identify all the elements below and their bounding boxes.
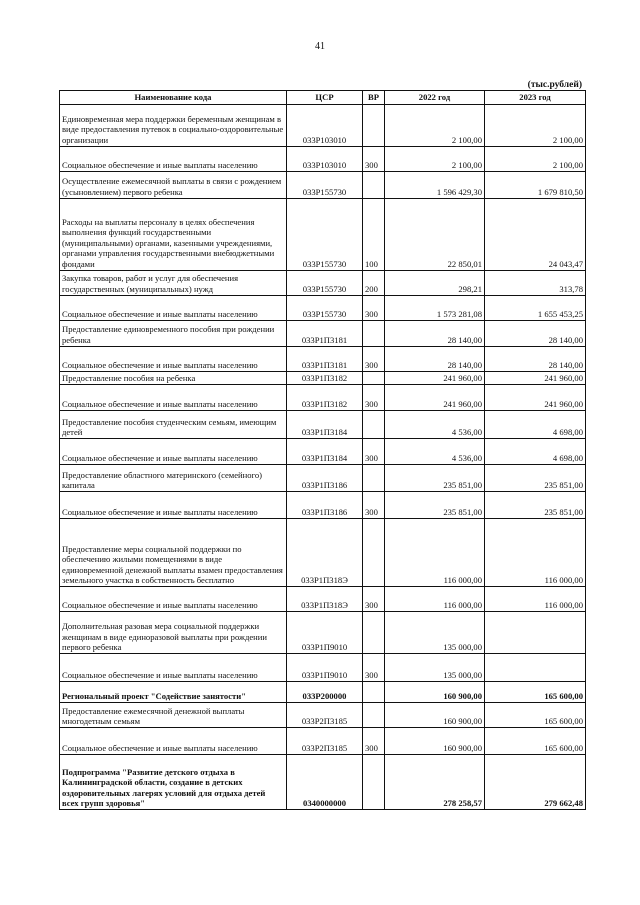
row-2022: 1 596 429,30 — [385, 172, 485, 199]
table-row — [60, 199, 586, 271]
header-vr: ВР — [363, 91, 385, 105]
header-2023: 2023 год — [485, 91, 586, 105]
row-name: Единовременная мера поддержки беременным женщинам в виде предоставления путевок в социально-оздоровительные организации — [60, 105, 287, 147]
row-2023: 241 960,00 — [485, 385, 586, 411]
row-csr: 033Р155730 — [287, 271, 363, 296]
table-row — [60, 755, 586, 810]
row-vr — [363, 612, 385, 654]
row-2023: 24 043,47 — [485, 199, 586, 271]
row-2022: 28 140,00 — [385, 321, 485, 347]
row-2023: 165 600,00 — [485, 728, 586, 755]
row-csr: 033Р1П3184 — [287, 411, 363, 439]
row-name: Предоставление пособия студенческим семьям, имеющим детей — [60, 411, 287, 439]
row-2022: 116 000,00 — [385, 519, 485, 587]
row-csr: 033Р200000 — [287, 682, 363, 703]
header-csr: ЦСР — [287, 91, 363, 105]
row-2023: 165 600,00 — [485, 703, 586, 728]
row-vr — [363, 411, 385, 439]
row-csr: 033Р1П3182 — [287, 372, 363, 385]
row-2022: 4 536,00 — [385, 411, 485, 439]
row-2022: 160 900,00 — [385, 728, 485, 755]
row-2022: 4 536,00 — [385, 439, 485, 465]
table-row — [60, 439, 586, 465]
row-vr: 300 — [363, 439, 385, 465]
row-2023: 235 851,00 — [485, 465, 586, 492]
row-name: Расходы на выплаты персоналу в целях обеспечения выполнения функций государственными (муниципальными) органами, казенными учреждениями, органами управления государственными внебюджетными фондами — [60, 199, 287, 271]
row-name: Социальное обеспечение и иные выплаты населению — [60, 385, 287, 411]
row-2023: 2 100,00 — [485, 147, 586, 172]
row-name: Социальное обеспечение и иные выплаты населению — [60, 439, 287, 465]
row-vr — [363, 172, 385, 199]
row-csr: 033Р2П3185 — [287, 728, 363, 755]
row-csr: 033Р1П3181 — [287, 321, 363, 347]
row-2023 — [485, 612, 586, 654]
row-2022: 160 900,00 — [385, 703, 485, 728]
row-name: Социальное обеспечение и иные выплаты населению — [60, 492, 287, 519]
row-name: Социальное обеспечение и иные выплаты населению — [60, 728, 287, 755]
table-row — [60, 147, 586, 172]
row-2022: 235 851,00 — [385, 492, 485, 519]
row-csr: 033Р1П3186 — [287, 465, 363, 492]
table-row — [60, 296, 586, 321]
table-row — [60, 682, 586, 703]
row-2022: 160 900,00 — [385, 682, 485, 703]
row-name: Дополнительная разовая мера социальной поддержки женщинам в виде единоразовой выплаты при рождении первого ребенка — [60, 612, 287, 654]
row-2023: 4 698,00 — [485, 411, 586, 439]
table-row — [60, 271, 586, 296]
row-2023: 116 000,00 — [485, 587, 586, 612]
row-vr: 300 — [363, 492, 385, 519]
row-2022: 28 140,00 — [385, 347, 485, 372]
row-name: Социальное обеспечение и иные выплаты населению — [60, 347, 287, 372]
table-row — [60, 612, 586, 654]
row-csr: 033Р155730 — [287, 199, 363, 271]
row-vr — [363, 755, 385, 810]
row-vr: 300 — [363, 147, 385, 172]
page-number: 41 — [315, 41, 325, 52]
row-vr — [363, 703, 385, 728]
row-2022: 278 258,57 — [385, 755, 485, 810]
row-2023: 1 655 453,25 — [485, 296, 586, 321]
table-row — [60, 654, 586, 682]
row-csr: 033Р1П318Э — [287, 587, 363, 612]
row-2023: 28 140,00 — [485, 347, 586, 372]
row-vr: 200 — [363, 271, 385, 296]
table-header-row — [60, 91, 586, 105]
row-csr: 033Р2П3185 — [287, 703, 363, 728]
row-2022: 2 100,00 — [385, 147, 485, 172]
row-2023: 279 662,48 — [485, 755, 586, 810]
row-vr: 300 — [363, 385, 385, 411]
row-csr: 0340000000 — [287, 755, 363, 810]
table-row — [60, 728, 586, 755]
row-vr — [363, 372, 385, 385]
row-2022: 22 850,01 — [385, 199, 485, 271]
row-vr: 300 — [363, 296, 385, 321]
row-name: Закупка товаров, работ и услуг для обеспечения государственных (муниципальных) нужд — [60, 271, 287, 296]
row-2022: 298,21 — [385, 271, 485, 296]
row-2023: 165 600,00 — [485, 682, 586, 703]
header-name: Наименование кода — [60, 91, 287, 105]
row-name: Предоставление пособия на ребенка — [60, 372, 287, 385]
row-2022: 116 000,00 — [385, 587, 485, 612]
row-name: Социальное обеспечение и иные выплаты населению — [60, 296, 287, 321]
row-vr — [363, 321, 385, 347]
row-vr: 100 — [363, 199, 385, 271]
row-csr: 033Р155730 — [287, 172, 363, 199]
row-vr — [363, 465, 385, 492]
row-2022: 1 573 281,08 — [385, 296, 485, 321]
table-row — [60, 385, 586, 411]
row-2023: 116 000,00 — [485, 519, 586, 587]
row-name: Предоставление областного материнского (семейного) капитала — [60, 465, 287, 492]
row-csr: 033Р103010 — [287, 105, 363, 147]
units-label: (тыс.рублей) — [527, 80, 582, 90]
row-name: Подпрограмма "Развитие детского отдыха в Калининградской области, создание в детских оздоровительных лагерях условий для отдыха детей всех групп здоровья" — [60, 755, 287, 810]
row-2023: 2 100,00 — [485, 105, 586, 147]
row-name: Региональный проект "Содействие занятости" — [60, 682, 287, 703]
row-2022: 2 100,00 — [385, 105, 485, 147]
table-row — [60, 587, 586, 612]
row-2022: 241 960,00 — [385, 372, 485, 385]
row-name: Осуществление ежемесячной выплаты в связи с рождением (усыновлением) первого ребенка — [60, 172, 287, 199]
table-row — [60, 172, 586, 199]
row-vr — [363, 682, 385, 703]
row-name: Социальное обеспечение и иные выплаты населению — [60, 654, 287, 682]
row-csr: 033Р1П3186 — [287, 492, 363, 519]
table-row — [60, 519, 586, 587]
row-2022: 241 960,00 — [385, 385, 485, 411]
row-2023: 235 851,00 — [485, 492, 586, 519]
row-2023 — [485, 654, 586, 682]
row-2023: 28 140,00 — [485, 321, 586, 347]
row-vr — [363, 519, 385, 587]
row-csr: 033Р1П3184 — [287, 439, 363, 465]
row-name: Социальное обеспечение и иные выплаты населению — [60, 147, 287, 172]
row-vr — [363, 105, 385, 147]
row-2023: 4 698,00 — [485, 439, 586, 465]
row-vr: 300 — [363, 728, 385, 755]
header-2022: 2022 год — [385, 91, 485, 105]
row-csr: 033Р1П3182 — [287, 385, 363, 411]
row-name: Предоставление ежемесячной денежной выплаты многодетным семьям — [60, 703, 287, 728]
row-csr: 033Р155730 — [287, 296, 363, 321]
row-csr: 033Р1П3181 — [287, 347, 363, 372]
row-csr: 033Р1П318Э — [287, 519, 363, 587]
row-vr: 300 — [363, 587, 385, 612]
row-2023: 1 679 810,50 — [485, 172, 586, 199]
row-vr: 300 — [363, 347, 385, 372]
table-row — [60, 347, 586, 372]
row-name: Предоставление единовременного пособия при рождении ребенка — [60, 321, 287, 347]
row-2023: 241 960,00 — [485, 372, 586, 385]
row-name: Социальное обеспечение и иные выплаты населению — [60, 587, 287, 612]
row-2022: 135 000,00 — [385, 612, 485, 654]
row-name: Предоставление меры социальной поддержки по обеспечению жилыми помещениями в виде единовременной денежной выплаты взамен предоставления земельного участка в собственность бесплатно — [60, 519, 287, 587]
table-row — [60, 703, 586, 728]
row-2022: 135 000,00 — [385, 654, 485, 682]
row-csr: 033Р103010 — [287, 147, 363, 172]
table-row — [60, 411, 586, 439]
table-row — [60, 492, 586, 519]
row-2022: 235 851,00 — [385, 465, 485, 492]
table-row — [60, 372, 586, 385]
row-vr: 300 — [363, 654, 385, 682]
budget-table — [59, 90, 586, 810]
table-row — [60, 105, 586, 147]
table-row — [60, 321, 586, 347]
row-csr: 033Р1П9010 — [287, 654, 363, 682]
table-row — [60, 465, 586, 492]
row-csr: 033Р1П9010 — [287, 612, 363, 654]
row-2023: 313,78 — [485, 271, 586, 296]
